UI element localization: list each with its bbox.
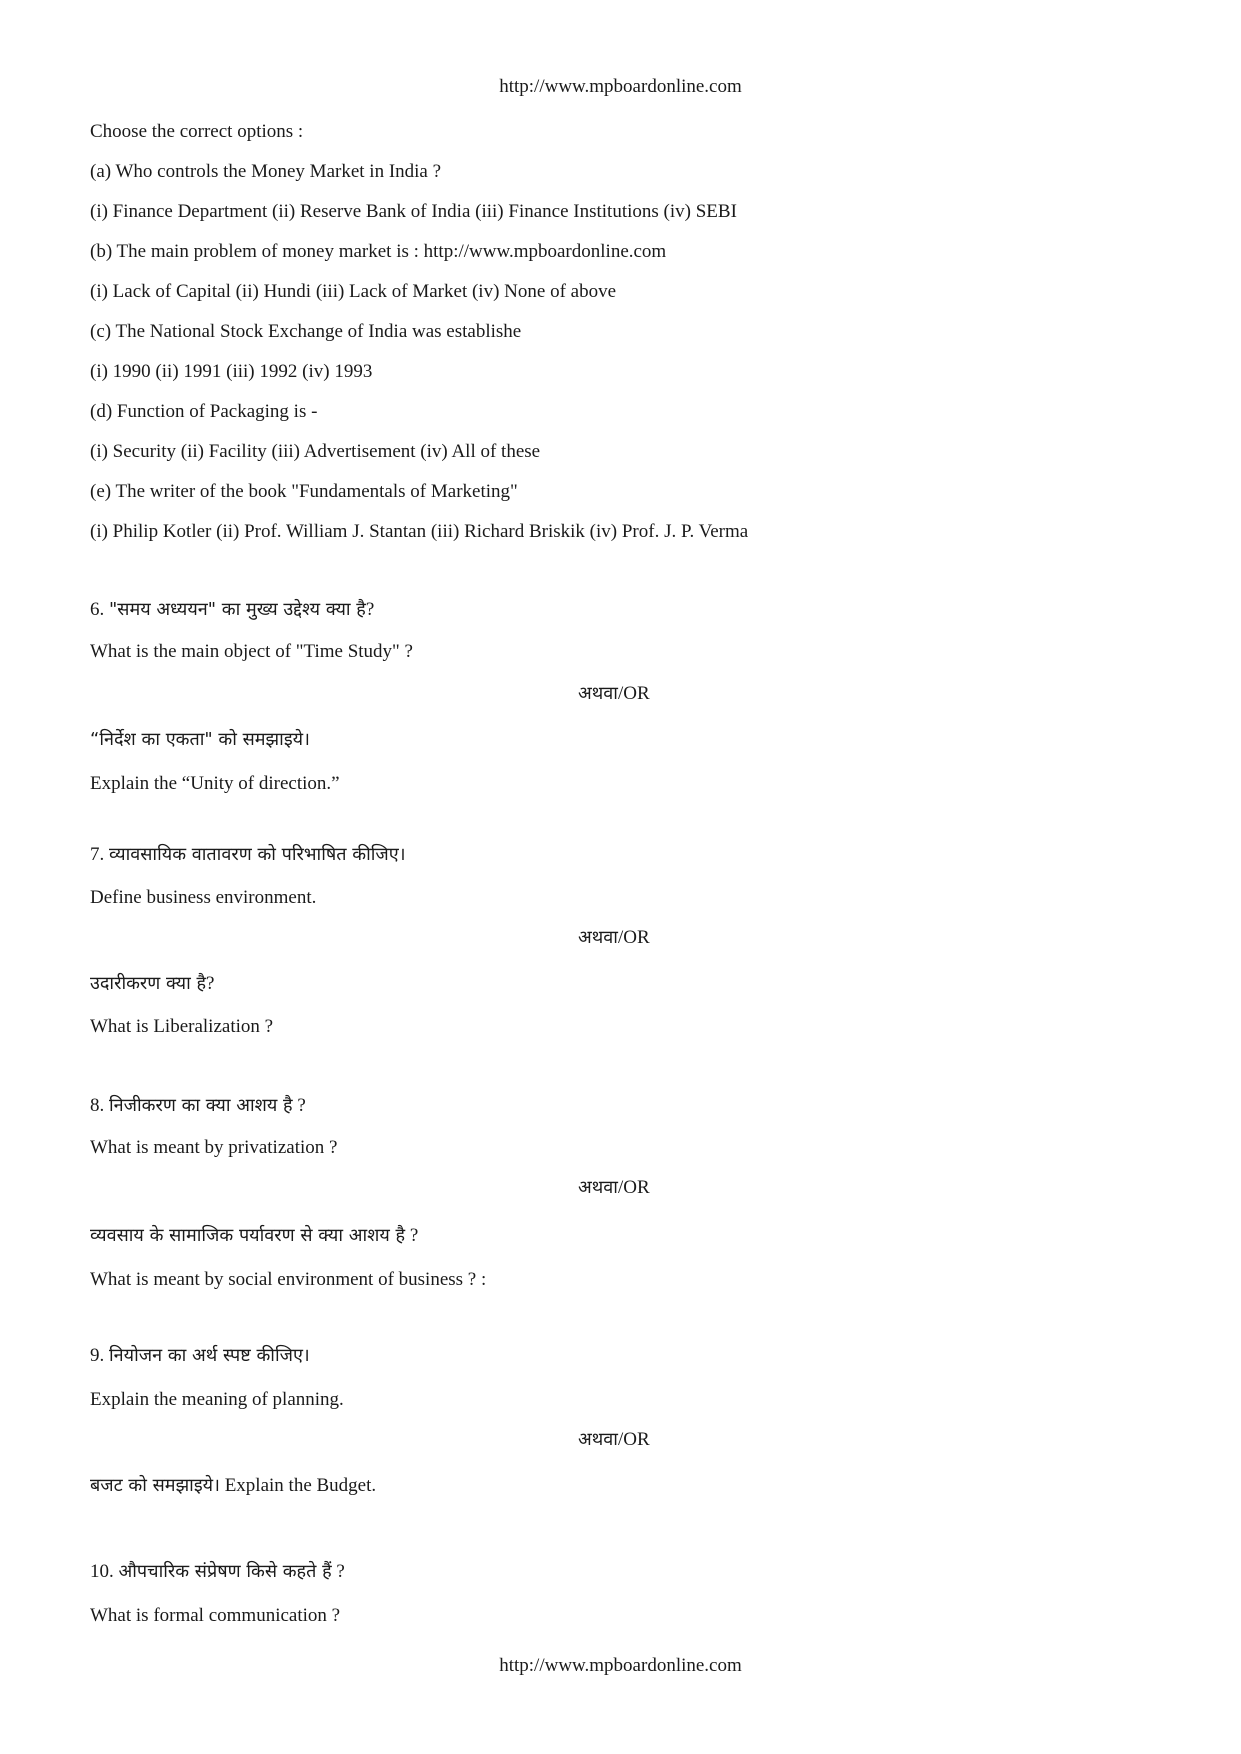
mcq-b-question: (b) The main problem of money market is : http://www.mpboardonline.com (90, 241, 667, 262)
q8-english: What is meant by privatization ? (90, 1137, 338, 1158)
q10-number: 10. (90, 1561, 119, 1582)
q7-alt-hindi (90, 972, 214, 996)
or-hindi: अथवा (578, 1177, 618, 1198)
or-english: /OR (617, 683, 650, 704)
q7-alt-hindi-text: उदारीकरण क्या है (90, 973, 207, 994)
or-hindi: अथवा (578, 927, 618, 948)
q6-hindi-tail: ? (365, 599, 375, 620)
q8-hindi (90, 1094, 306, 1118)
q10-hindi-text: औपचारिक संप्रेषण किसे कहते हैं (118, 1561, 332, 1582)
q10-hindi (90, 1560, 345, 1584)
q9-alt (90, 1474, 376, 1498)
q9-alt-english-text: Explain the Budget. (219, 1475, 377, 1496)
q8-alt-hindi-tail: ? (405, 1225, 419, 1246)
q6-hindi-text: "समय अध्ययन" का मुख्य उद्देश्य क्या है (109, 599, 366, 620)
mcq-d-options: (i) Security (ii) Facility (iii) Advertisement (iv) All of these (90, 441, 541, 462)
q6-alt-hindi-text: “निर्देश का एकता" को समझाइये। (90, 729, 310, 750)
mcq-d-question: (d) Function of Packaging is - (90, 401, 318, 422)
mcq-b-options: (i) Lack of Capital (ii) Hundi (iii) Lack of Market (iv) None of above (90, 281, 617, 302)
q8-hindi-tail: ? (292, 1095, 306, 1116)
q9-hindi (90, 1344, 310, 1368)
q8-alt-english: What is meant by social environment of business ? : (90, 1269, 487, 1290)
q6-number: 6. (90, 599, 109, 620)
q7-hindi (90, 843, 406, 867)
mcq-e-options: (i) Philip Kotler (ii) Prof. William J. Stantan (iii) Richard Briskik (iv) Prof. J. P. Verma (90, 521, 749, 542)
q8-number: 8. (90, 1095, 109, 1116)
q8-hindi-text: निजीकरण का क्या आशय है (109, 1095, 293, 1116)
q7-or-divider (578, 926, 650, 950)
q6-alt-english: Explain the “Unity of direction.” (90, 773, 340, 794)
mcq-a-question: (a) Who controls the Money Market in India ? (90, 161, 442, 182)
or-english: /OR (617, 1177, 650, 1198)
q6-hindi (90, 598, 374, 622)
mcq-e-question: (e) The writer of the book "Fundamentals of Marketing" (90, 481, 518, 502)
or-hindi: अथवा (578, 683, 618, 704)
q8-alt-hindi (90, 1224, 418, 1248)
footer-url: http://www.mpboardonline.com (499, 1655, 742, 1676)
mcq-a-options: (i) Finance Department (ii) Reserve Bank of India (iii) Finance Institutions (iv) SEBI (90, 201, 737, 222)
header-url: http://www.mpboardonline.com (499, 76, 742, 97)
or-hindi: अथवा (578, 1429, 618, 1450)
q9-alt-hindi-text: बजट को समझाइये। (90, 1475, 220, 1496)
q7-hindi-text: व्यावसायिक वातावरण को परिभाषित कीजिए। (109, 844, 406, 865)
q7-alt-english: What is Liberalization ? (90, 1016, 274, 1037)
mcq-c-question: (c) The National Stock Exchange of India was establishe (90, 321, 522, 342)
q6-english: What is the main object of "Time Study" ? (90, 641, 413, 662)
q9-english: Explain the meaning of planning. (90, 1389, 344, 1410)
or-english: /OR (617, 927, 650, 948)
q10-hindi-tail: ? (331, 1561, 345, 1582)
q7-english: Define business environment. (90, 887, 317, 908)
q8-alt-hindi-text: व्यवसाय के सामाजिक पर्यावरण से क्या आशय है (90, 1225, 406, 1246)
q9-number: 9. (90, 1345, 109, 1366)
q8-or-divider (578, 1176, 650, 1200)
mcq-instruction: Choose the correct options : (90, 121, 304, 142)
or-english: /OR (617, 1429, 650, 1450)
q9-or-divider (578, 1428, 650, 1452)
q7-number: 7. (90, 844, 109, 865)
mcq-c-options: (i) 1990 (ii) 1991 (iii) 1992 (iv) 1993 (90, 361, 373, 382)
q9-hindi-text: नियोजन का अर्थ स्पष्ट कीजिए। (109, 1345, 310, 1366)
q10-english: What is formal communication ? (90, 1605, 341, 1626)
q7-alt-hindi-tail: ? (206, 973, 215, 994)
q6-or-divider (578, 682, 650, 706)
q6-alt-hindi (90, 728, 310, 752)
